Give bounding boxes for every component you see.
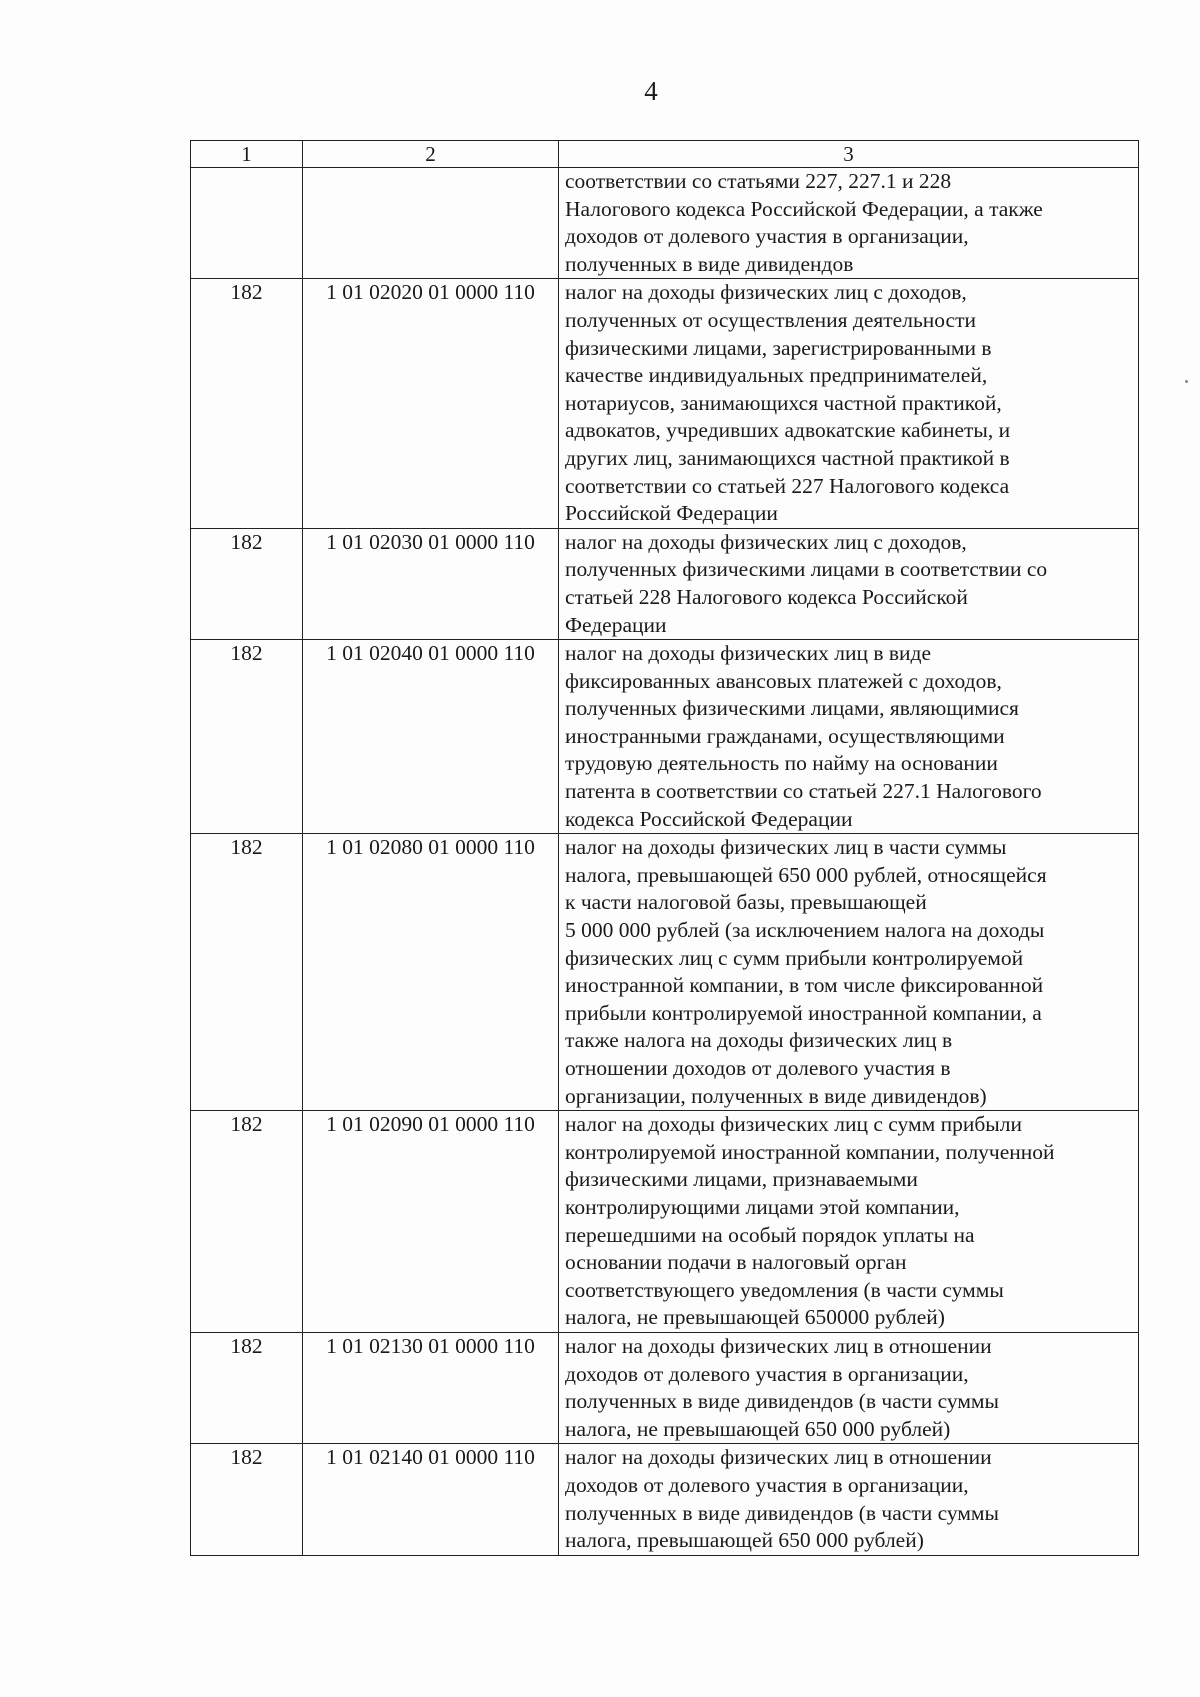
table-row [191, 279, 1139, 528]
description-line: налог на доходы физических лиц в отношении [565, 1445, 992, 1470]
table-body [191, 168, 1139, 1556]
description-line: соответствии со статьей 227 Налогового кодекса [565, 473, 1010, 498]
table-row [191, 1111, 1139, 1333]
description-line: отношении доходов от долевого участия в [565, 1056, 951, 1080]
description-line: патента в соответствии со статьей 227.1 Налогового [565, 779, 1042, 804]
scan-speck [1185, 380, 1188, 383]
description-line: Налогового кодекса Российской Федерации, а также [565, 196, 1043, 221]
description-line: налог на доходы физических лиц с доходов, [565, 529, 967, 554]
column-header-1: 1 [191, 141, 303, 168]
budget-codes-table [190, 140, 1139, 1556]
description-line: налог на доходы физических лиц с доходов, [565, 280, 967, 305]
description-line: налога, не превышающей 650 000 рублей) [565, 1416, 951, 1441]
description-line: налога, превышающей 650 000 рублей) [565, 1528, 924, 1553]
table-row [191, 1332, 1139, 1443]
admin-code-cell: 182 [191, 640, 303, 834]
budget-classification-code-cell [303, 168, 559, 279]
budget-classification-code-cell: 1 01 02140 01 0000 110 [303, 1444, 559, 1555]
table-row [191, 168, 1139, 279]
description-line: полученных в виде дивидендов (в части суммы [565, 1500, 999, 1525]
column-header-3: 3 [559, 141, 1139, 168]
table-row [191, 528, 1139, 639]
description-line: организации, полученных в виде дивидендов) [565, 1083, 987, 1108]
description-line: к части налоговой базы, превышающей [565, 890, 927, 915]
description-cell [559, 640, 1139, 834]
description-line: адвокатов, учредивших адвокатские кабинеты, и [565, 418, 1011, 443]
description-cell [559, 1444, 1139, 1555]
admin-code-cell: 182 [191, 528, 303, 639]
table-row [191, 834, 1139, 1111]
budget-classification-code-cell: 1 01 02020 01 0000 110 [303, 279, 559, 528]
description-line: полученных от осуществления деятельности [565, 307, 976, 332]
description-cell [559, 1111, 1139, 1333]
budget-classification-code-cell: 1 01 02080 01 0000 110 [303, 834, 559, 1111]
budget-classification-code-cell: 1 01 02040 01 0000 110 [303, 640, 559, 834]
page-number [0, 76, 1200, 107]
description-line: соответствии со статьями 227, 227.1 и 228 [565, 169, 952, 193]
description-line: доходов от долевого участия в организации, [565, 1361, 969, 1386]
description-line: кодекса Российской Федерации [565, 806, 853, 831]
description-line: контролирующими лицами этой компании, [565, 1194, 960, 1219]
table-row [191, 640, 1139, 834]
description-line: налог на доходы физических лиц с сумм прибыли [565, 1112, 1022, 1137]
description-cell [559, 1332, 1139, 1443]
admin-code-cell: 182 [191, 1444, 303, 1555]
description-line: физическими лицами, признаваемыми [565, 1167, 918, 1192]
admin-code-cell: 182 [191, 1332, 303, 1443]
description-line: Российской Федерации [565, 501, 778, 526]
admin-code-cell: 182 [191, 1111, 303, 1333]
description-line: Федерации [565, 612, 667, 637]
description-line: контролируемой иностранной компании, полученной [565, 1139, 1055, 1164]
table-row [191, 1444, 1139, 1555]
description-line: перешедшими на особый порядок уплаты на [565, 1222, 975, 1247]
header-row [191, 141, 1139, 168]
description-line: полученных физическими лицами, являющимися [565, 696, 1019, 721]
description-line: налога, превышающей 650 000 рублей, относящейся [565, 862, 1047, 887]
description-line: налог на доходы физических лиц в отношении [565, 1333, 992, 1358]
description-line: основании подачи в налоговый орган [565, 1250, 907, 1275]
description-line: трудовую деятельность по найму на основании [565, 751, 998, 776]
description-line: физическими лицами, зарегистрированными в [565, 335, 992, 360]
description-line: доходов от долевого участия в организации, [565, 1472, 969, 1497]
description-line: нотариусов, занимающихся частной практикой, [565, 390, 1002, 415]
description-line: полученных физическими лицами в соответствии со [565, 557, 1048, 582]
description-line: прибыли контролируемой иностранной компании, а [565, 1000, 1042, 1025]
description-line: полученных в виде дивидендов (в части суммы [565, 1389, 999, 1414]
column-header-2: 2 [303, 141, 559, 168]
description-line: физических лиц с сумм прибыли контролируемой [565, 945, 1024, 970]
description-line: соответствующего уведомления (в части суммы [565, 1277, 1004, 1302]
description-cell [559, 279, 1139, 528]
table-header [191, 141, 1139, 168]
description-line: налог на доходы физических лиц в виде [565, 641, 932, 666]
description-line: статьей 228 Налогового кодекса Российской [565, 584, 968, 609]
admin-code-cell: 182 [191, 834, 303, 1111]
description-line: 5 000 000 рублей (за исключением налога на доходы [565, 918, 1045, 943]
description-line: фиксированных авансовых платежей с доходов, [565, 668, 1002, 693]
budget-classification-code-cell: 1 01 02030 01 0000 110 [303, 528, 559, 639]
description-line: налог на доходы физических лиц в части суммы [565, 835, 1007, 860]
description-line: других лиц, занимающихся частной практикой в [565, 445, 1010, 470]
admin-code-cell: 182 [191, 279, 303, 528]
budget-classification-code-cell: 1 01 02090 01 0000 110 [303, 1111, 559, 1333]
description-cell [559, 834, 1139, 1111]
description-cell [559, 168, 1139, 279]
description-line: иностранными гражданами, осуществляющими [565, 723, 1005, 748]
description-line: иностранной компании, в том числе фиксированной [565, 973, 1044, 998]
description-line: налога, не превышающей 650000 рублей) [565, 1305, 945, 1330]
admin-code-cell [191, 168, 303, 279]
description-line: доходов от долевого участия в организации, [565, 224, 969, 249]
page-number-text: 4 [644, 76, 658, 106]
description-line: также налога на доходы физических лиц в [565, 1028, 953, 1053]
description-line: качестве индивидуальных предпринимателей, [565, 363, 988, 388]
description-cell [559, 528, 1139, 639]
description-line: полученных в виде дивидендов [565, 251, 854, 276]
budget-classification-code-cell: 1 01 02130 01 0000 110 [303, 1332, 559, 1443]
